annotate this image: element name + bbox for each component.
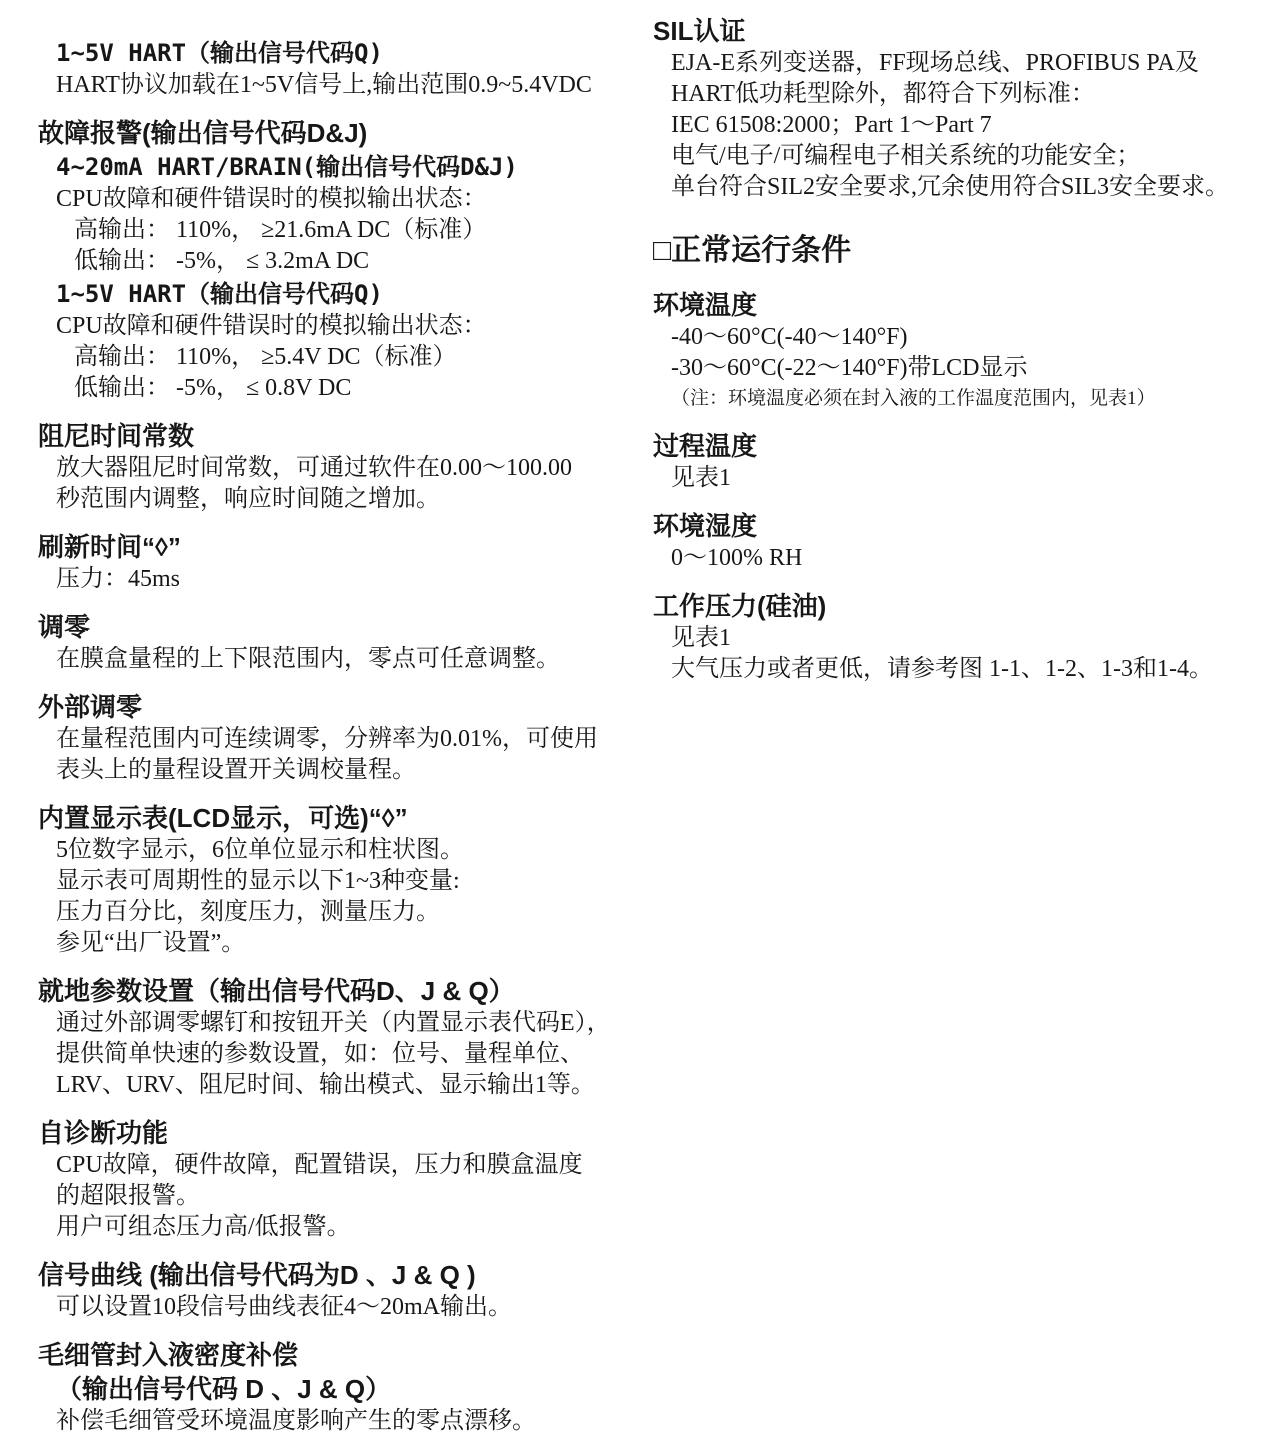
spec-text-line: 放大器阻尼时间常数，可通过软件在0.00～100.00 [56,455,572,481]
spec-section [38,1116,633,1243]
spec-note: （注：环境温度必须在封入液的工作温度范围内，见表1） [671,388,1156,409]
spec-text-line: CPU故障和硬件错误时的模拟输出状态： [56,313,487,339]
spec-section [38,974,633,1101]
spec-text-line: 表头上的量程设置开关调校量程。 [56,757,416,783]
spec-text-line-indented: 低输出： -5%， ≤ 0.8V DC [74,375,352,401]
spec-text-line: 大气压力或者更低，请参考图 1-1、1-2、1-3和1-4。 [671,656,1213,682]
section-heading: 刷新时间“◊” [38,532,181,562]
spec-text-line: LRV、URV、阻尼时间、输出模式、显示输出1等。 [56,1072,595,1098]
section-heading: 环境湿度 [653,511,758,541]
spec-text-line: 提供简单快速的参数设置，如：位号、量程单位、 [56,1041,584,1067]
spec-section [653,288,1263,414]
spec-section [653,429,1263,494]
section-heading: 过程温度 [653,431,758,461]
spec-text-line: IEC 61508:2000；Part 1～Part 7 [671,112,992,138]
section-heading: 外部调零 [38,692,143,722]
section-heading-continued: （输出信号代码 D 、J & Q） [56,1374,392,1404]
spec-section [38,1258,633,1323]
section-heading: 毛细管封入液密度补偿 [38,1340,299,1370]
section-heading: 故障报警(输出信号代码D&J) [38,118,368,148]
spec-text-line: CPU故障和硬件错误时的模拟输出状态： [56,186,487,212]
spec-text-line: 显示表可周期性的显示以下1~3种变量: [56,868,460,894]
spec-text-line: 补偿毛细管受环境温度影响产生的零点漂移。 [56,1408,536,1434]
spec-section [38,36,633,101]
section-heading: 信号曲线 (输出信号代码为D 、J & Q ) [38,1260,476,1290]
spec-text-line: HART协议加载在1~5V信号上,输出范围0.9~5.4VDC [56,72,592,98]
spec-text-line-indented: 高输出： 110%， ≥21.6mA DC（标准） [74,217,487,243]
sub-section-heading: 1~5V HART（输出信号代码Q) [56,39,383,67]
spec-text-line: -30～60°C(-22～140°F)带LCD显示 [671,355,1028,381]
spec-section [653,509,1263,574]
spec-section [653,14,1263,203]
spec-text-line: EJA-E系列变送器，FF现场总线、PROFIBUS PA及 [671,50,1199,76]
right-column [653,14,1263,685]
spec-text-line: 压力百分比，刻度压力，测量压力。 [56,899,440,925]
major-section-title: □正常运行条件 [653,234,852,267]
section-heading: 环境温度 [653,290,758,320]
spec-section [38,419,633,515]
spec-text-line: 在膜盒量程的上下限范围内，零点可任意调整。 [56,646,560,672]
spec-section [38,116,633,404]
sub-section-heading: 4~20mA HART/BRAIN(输出信号代码D&J) [56,153,518,181]
spec-section [38,1338,633,1437]
section-heading: 工作压力(硅油) [653,591,827,621]
spec-section [653,589,1263,685]
spec-text-line: 电气/电子/可编程电子相关系统的功能安全； [671,143,1141,169]
spec-text-line: 的超限报警。 [56,1183,200,1209]
section-heading: 就地参数设置（输出信号代码D、J & Q） [38,976,515,1006]
spec-text-line: -40～60°C(-40～140°F) [671,324,908,350]
spec-text-line: 参见“出厂设置”。 [56,930,246,956]
section-heading: SIL认证 [653,16,746,46]
spec-text-line: 可以设置10段信号曲线表征4～20mA输出。 [56,1294,512,1320]
spec-section [38,610,633,675]
spec-section [38,690,633,786]
spec-text-line-indented: 低输出： -5%， ≤ 3.2mA DC [74,248,370,274]
section-heading: 自诊断功能 [38,1118,169,1148]
spec-text-line: 见表1 [671,625,731,651]
spec-text-line: 单台符合SIL2安全要求,冗余使用符合SIL3安全要求。 [671,174,1229,200]
spec-text-line: CPU故障，硬件故障，配置错误，压力和膜盒温度 [56,1152,583,1178]
spec-section [38,530,633,595]
spec-text-line: 0～100% RH [671,545,803,571]
sub-section-heading: 1~5V HART（输出信号代码Q) [56,280,383,308]
left-column [38,36,633,1437]
spec-text-line: 见表1 [671,465,731,491]
spec-text-line-indented: 高输出： 110%， ≥5.4V DC（标准） [74,344,457,370]
spec-text-line: 用户可组态压力高/低报警。 [56,1214,351,1240]
spec-text-line: 5位数字显示，6位单位显示和柱状图。 [56,837,464,863]
spec-text-line: 通过外部调零螺钉和按钮开关（内置显示表代码E）， [56,1010,611,1036]
spec-section [38,801,633,959]
spec-section [653,229,1263,273]
spec-text-line: 秒范围内调整，响应时间随之增加。 [56,486,440,512]
section-heading: 内置显示表(LCD显示，可选)“◊” [38,803,408,833]
spec-text-line: 压力：45ms [56,566,181,592]
spec-text-line: HART低功耗型除外，都符合下列标准： [671,81,1095,107]
spec-text-line: 在量程范围内可连续调零，分辨率为0.01%，可使用 [56,726,598,752]
section-heading: 调零 [38,612,91,642]
section-heading: 阻尼时间常数 [38,421,195,451]
